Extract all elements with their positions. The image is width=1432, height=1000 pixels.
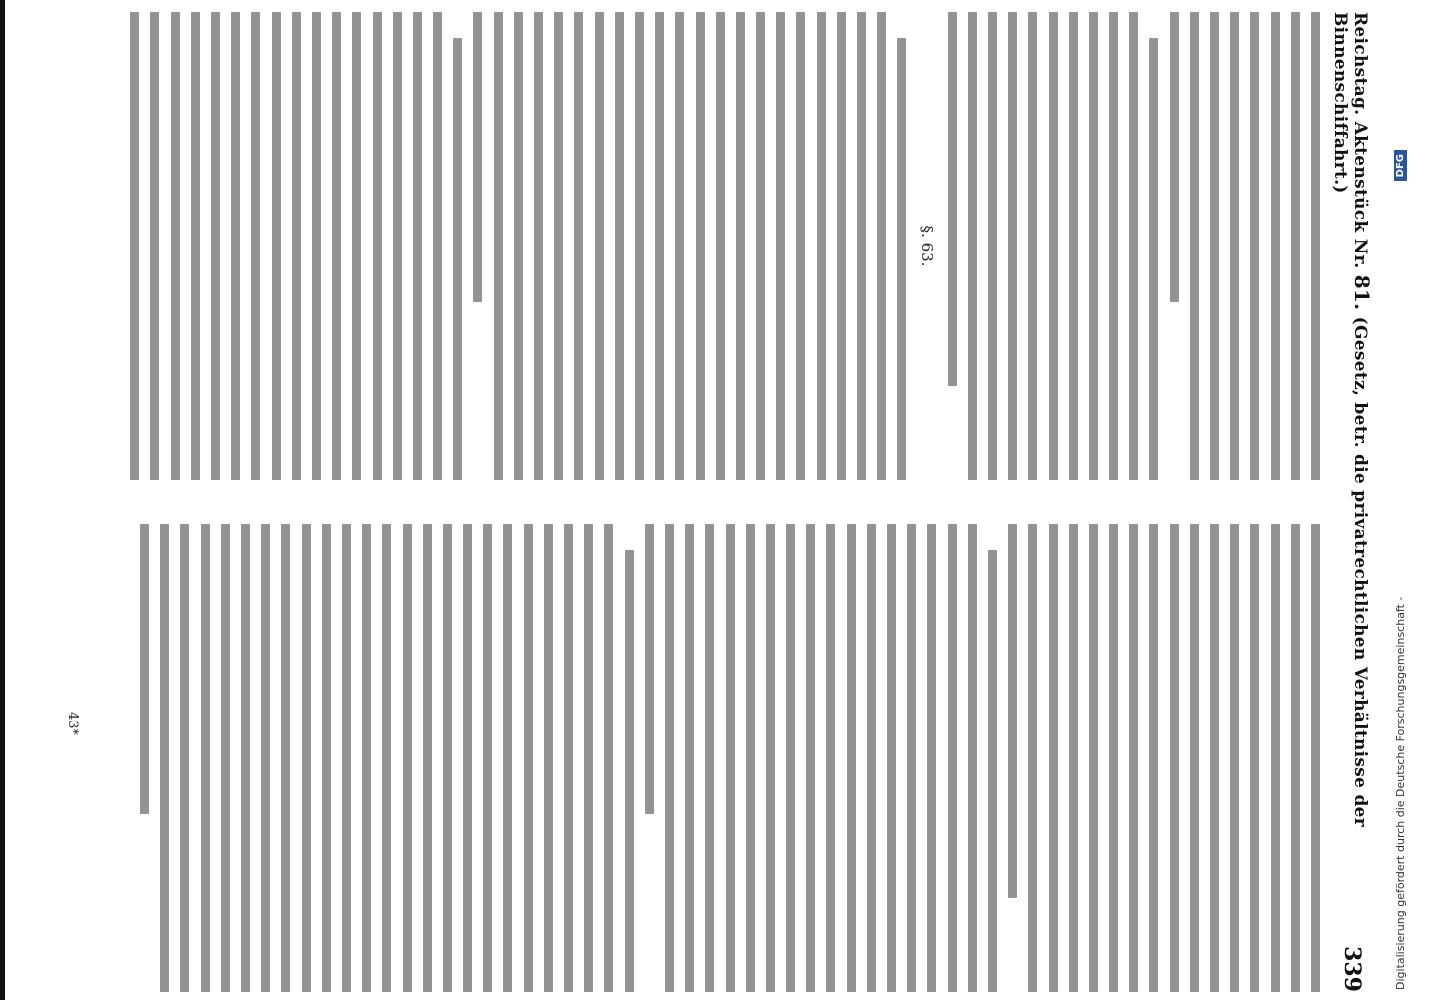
- text-line: [1311, 12, 1320, 480]
- text-line: [847, 524, 856, 992]
- text-line: [403, 524, 412, 992]
- text-line: [1109, 524, 1118, 992]
- text-line: [574, 12, 583, 480]
- text-line: [1150, 524, 1159, 992]
- text-line: [988, 12, 997, 480]
- text-line: [201, 524, 210, 992]
- text-line: [524, 524, 533, 992]
- text-line: [1028, 524, 1037, 992]
- text-line: [443, 524, 452, 992]
- dfg-logo: DFG: [1394, 150, 1407, 181]
- text-line: [1250, 524, 1259, 992]
- footer-signature-mark: 43*: [65, 712, 80, 736]
- text-line: [635, 12, 644, 480]
- digitization-note: [1390, 150, 1410, 990]
- text-line: [797, 12, 806, 480]
- page-number: 339: [1339, 946, 1365, 992]
- text-line: [948, 12, 957, 386]
- text-line: [696, 12, 705, 480]
- text-line: [382, 524, 391, 992]
- text-line: [140, 524, 149, 814]
- text-line: [1230, 12, 1239, 480]
- text-line: [221, 524, 230, 992]
- text-line: [837, 12, 846, 480]
- text-line: [1008, 12, 1017, 480]
- text-line: [423, 524, 432, 992]
- text-line: [887, 524, 896, 992]
- text-line: [645, 524, 654, 814]
- text-line: [1069, 12, 1078, 480]
- text-line: [281, 524, 290, 992]
- header-right-text: (Gesetz, betr. die privatrechtlichen Verhältnisse der Binnenschiffahrt.): [1330, 12, 1370, 828]
- text-line: [352, 12, 361, 480]
- text-line: [564, 524, 573, 992]
- text-line: [1049, 524, 1058, 992]
- text-line: [393, 12, 402, 480]
- text-line: [483, 524, 492, 992]
- text-line: [716, 12, 725, 480]
- text-line: [907, 524, 916, 992]
- text-line: [746, 524, 755, 992]
- text-line: [554, 12, 563, 480]
- text-line: [806, 524, 815, 992]
- header-item-number: 81.: [1350, 274, 1374, 311]
- text-line: [1271, 12, 1280, 480]
- text-line: [705, 524, 714, 992]
- text-line: [726, 524, 735, 992]
- text-line: [1170, 524, 1179, 992]
- text-line: [1069, 524, 1078, 992]
- text-line: [817, 12, 826, 480]
- text-line: [544, 524, 553, 992]
- text-line: [1291, 524, 1300, 992]
- text-line: [1210, 12, 1219, 480]
- text-line: [1089, 524, 1098, 992]
- text-line: [342, 524, 351, 992]
- text-line: [373, 12, 382, 480]
- digitization-text: Digitalisierung gefördert durch die Deutsche Forschungsgemeinschaft -: [1393, 596, 1407, 990]
- text-line: [1250, 12, 1259, 480]
- text-line: [362, 524, 371, 992]
- text-line: [1190, 12, 1199, 480]
- text-line: [1291, 12, 1300, 480]
- text-line: [534, 12, 543, 480]
- text-line: [766, 524, 775, 992]
- text-line: [494, 12, 503, 480]
- text-line: [857, 12, 866, 480]
- text-line: [151, 12, 160, 480]
- text-line: [1230, 524, 1239, 992]
- text-line: [1129, 524, 1138, 992]
- text-line: [625, 550, 634, 992]
- text-line: [1271, 524, 1280, 992]
- text-line: [1210, 524, 1219, 992]
- text-line: [736, 12, 745, 480]
- text-line: [514, 12, 523, 480]
- text-line: [615, 12, 624, 480]
- text-line: [968, 12, 977, 480]
- text-line: [191, 12, 200, 480]
- text-line: [413, 12, 422, 480]
- text-line: [1089, 12, 1098, 480]
- text-line: [968, 524, 977, 992]
- text-line: [332, 12, 341, 480]
- text-line: [261, 524, 270, 992]
- text-line: [453, 38, 462, 480]
- text-line: [948, 524, 957, 992]
- text-line: [211, 12, 220, 480]
- text-line: [1170, 12, 1179, 302]
- text-column-right: [110, 524, 1320, 992]
- text-line: [827, 524, 836, 992]
- text-column-left: [110, 12, 1320, 480]
- text-line: [897, 38, 906, 480]
- text-line: [1049, 12, 1058, 480]
- text-line: [1150, 38, 1159, 480]
- text-line: [1028, 12, 1037, 480]
- text-line: [171, 12, 180, 480]
- text-line: [463, 524, 472, 992]
- text-line: [241, 524, 250, 992]
- header-title: [1330, 12, 1374, 946]
- header-left-text: Reichstag. Aktenstück Nr.: [1350, 12, 1370, 269]
- text-line: [272, 12, 281, 480]
- text-line: [675, 12, 684, 480]
- text-line: [302, 524, 311, 992]
- text-line: [756, 12, 765, 480]
- running-header: [1332, 12, 1372, 992]
- text-line: [877, 12, 886, 480]
- text-line: [595, 12, 604, 480]
- text-line: [1311, 524, 1320, 992]
- text-line: [584, 524, 593, 992]
- text-line: [181, 524, 190, 992]
- text-line: [867, 524, 876, 992]
- text-line: [685, 524, 694, 992]
- text-line: [1129, 12, 1138, 480]
- text-line: [292, 12, 301, 480]
- text-line: [160, 524, 169, 992]
- text-line: [474, 12, 483, 302]
- text-line: [655, 12, 664, 480]
- text-line: [927, 524, 936, 992]
- text-line: [130, 12, 139, 480]
- rotated-page-content: [32, 12, 1372, 992]
- text-line: [1008, 524, 1017, 898]
- text-line: [786, 524, 795, 992]
- text-line: [665, 524, 674, 992]
- text-line: [312, 12, 321, 480]
- text-line: [1109, 12, 1118, 480]
- text-line: [776, 12, 785, 480]
- text-line: [251, 12, 260, 480]
- text-line: [322, 524, 331, 992]
- section-heading: §. 63.: [918, 225, 937, 267]
- text-line: [433, 12, 442, 480]
- text-line: [1190, 524, 1199, 992]
- text-line: [504, 524, 513, 992]
- text-line: [988, 550, 997, 992]
- text-line: [604, 524, 613, 992]
- text-line: [231, 12, 240, 480]
